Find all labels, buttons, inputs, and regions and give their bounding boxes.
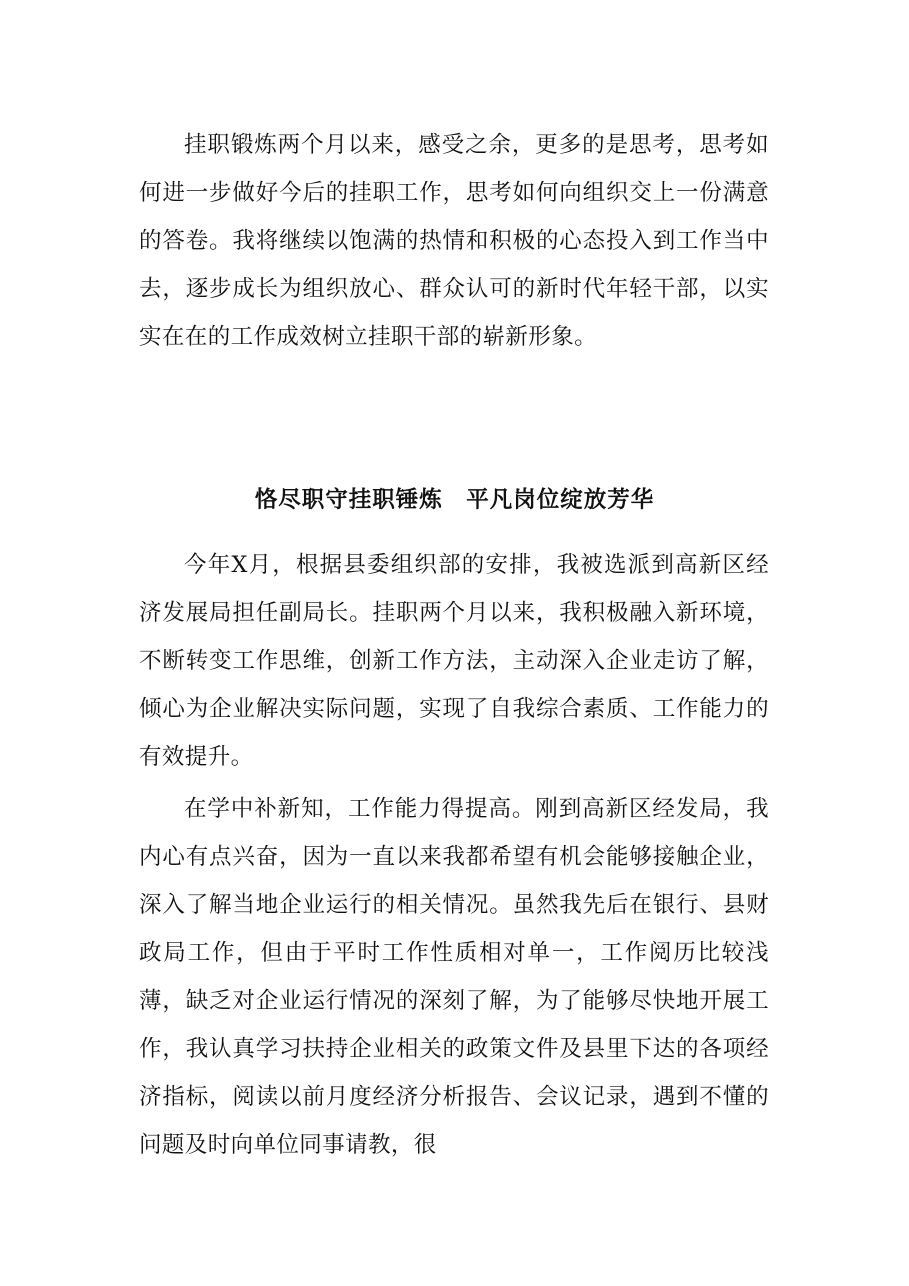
- body-paragraph: 挂职锻炼两个月以来，感受之余，更多的是思考，思考如何进一步做好今后的挂职工作，思考如何向组织交上一份满意的答卷。我将继续以饱满的热情和积极的心态投入到工作当中去，逐步成长为组织放心、群众认可的新时代年轻干部，以实实在在的工作成效树立挂职干部的崭新形象。: [139, 132, 769, 350]
- body-paragraph: 今年X月，根据县委组织部的安排，我被选派到高新区经济发展局担任副局长。挂职两个月以来，我积极融入新环境，不断转变工作思维，创新工作方法，主动深入企业走访了解，倾心为企业解决实际问题，实现了自我综合素质、工作能力的有效提升。: [139, 552, 769, 770]
- body-paragraph: 在学中补新知，工作能力得提高。刚到高新区经发局，我内心有点兴奋，因为一直以来我都希望有机会能够接触企业，深入了解当地企业运行的相关情况。虽然我先后在银行、县财政局工作，但由于平时工作性质相对单一，工作阅历比较浅薄，缺乏对企业运行情况的深刻了解，为了能够尽快地开展工作，我认真学习扶持企业相关的政策文件及县里下达的各项经济指标，阅读以前月度经济分析报告、会议记录，遇到不懂的问题及时向单位同事请教，很: [139, 796, 769, 1158]
- section-title: 恪尽职守挂职锤炼 平凡岗位绽放芳华: [254, 487, 655, 513]
